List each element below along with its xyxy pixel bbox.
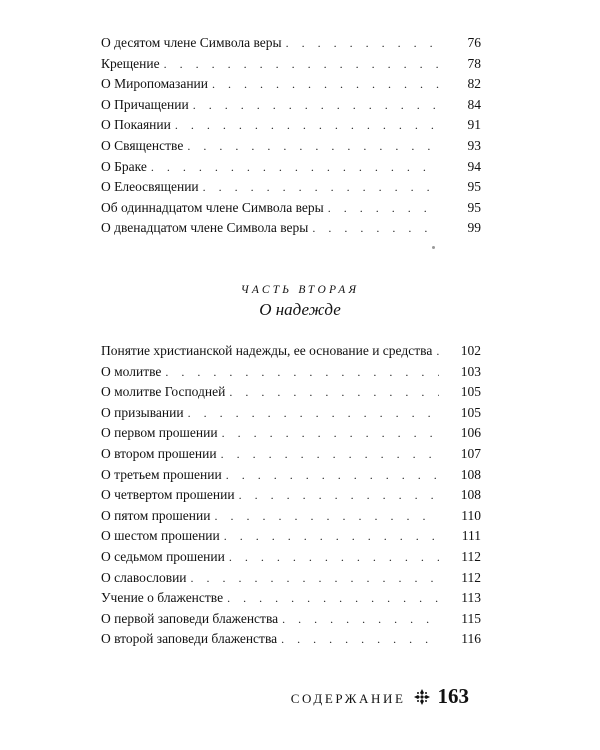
toc-entry-title: Понятие христианской надежды, ее основание и средства — [101, 343, 433, 358]
toc-entry-title: О четвертом прошении — [101, 487, 235, 503]
toc-entry-page: 93 — [467, 137, 481, 153]
toc-entry-title: Учение о блаженстве — [101, 590, 224, 606]
toc-entry-title: О второй заповеди блаженства — [101, 631, 278, 647]
part-label: ЧАСТЬ ВТОРАЯ — [240, 284, 360, 296]
toc-entry — [101, 506, 481, 527]
toc-entry — [101, 362, 481, 383]
toc-entry — [101, 382, 481, 403]
scan-speck — [432, 246, 435, 249]
fleuron-icon — [414, 689, 430, 705]
toc-entry-title: О шестом прошении — [101, 528, 220, 544]
dot-leader — [151, 157, 439, 178]
dot-leader — [164, 54, 439, 75]
toc-entry-title: О седьмом прошении — [101, 548, 225, 564]
toc-entry — [101, 588, 481, 609]
toc-entry — [101, 33, 481, 54]
toc-entry-page: 84 — [467, 96, 481, 112]
dot-leader — [175, 115, 439, 136]
dot-leader — [227, 588, 439, 609]
toc-entry-title: О славословии — [101, 569, 187, 585]
toc-entry-title: О Причащении — [101, 96, 189, 112]
toc-entry-page: 95 — [467, 179, 481, 195]
toc-entry-page: 95 — [467, 199, 481, 215]
toc-entry-page: 76 — [467, 35, 481, 50]
toc-entry-title: О третьем прошении — [101, 466, 222, 482]
dot-leader — [191, 568, 439, 589]
toc-entry-page: 94 — [467, 158, 481, 174]
toc-entry-page: 112 — [461, 569, 481, 585]
toc-entry-page: 102 — [460, 343, 481, 358]
toc-entry — [101, 157, 481, 178]
dot-leader — [212, 74, 439, 95]
dot-leader — [328, 198, 439, 219]
toc-entry-page: 91 — [467, 117, 481, 133]
toc-entry — [101, 547, 481, 568]
toc-entry-page: 82 — [467, 76, 481, 92]
toc-entry — [101, 568, 481, 589]
toc-entry-page: 110 — [461, 507, 481, 523]
toc-entry-title: О Елеосвящении — [101, 179, 199, 195]
toc-entry — [101, 74, 481, 95]
toc-entry — [101, 403, 481, 424]
toc-part2 — [101, 341, 481, 650]
toc-entry — [101, 485, 481, 506]
dot-leader — [282, 609, 439, 630]
toc-entry-title: Об одиннадцатом члене Символа веры — [101, 199, 324, 215]
dot-leader — [203, 177, 439, 198]
toc-entry — [101, 136, 481, 157]
toc-entry-page: 105 — [460, 404, 481, 420]
running-footer — [291, 684, 469, 709]
toc-entry — [101, 444, 481, 465]
dot-leader — [229, 382, 439, 403]
toc-entry-page: 99 — [467, 220, 481, 236]
toc-part1-continued — [101, 33, 481, 239]
page-number: 163 — [437, 684, 469, 708]
toc-entry-page: 115 — [461, 610, 481, 626]
toc-entry-title: О пятом прошении — [101, 507, 211, 523]
toc-entry-page: 107 — [460, 445, 481, 461]
toc-entry — [101, 177, 481, 198]
toc-entry-title: Крещение — [101, 55, 160, 71]
footer-section-label: СОДЕРЖАНИЕ — [290, 691, 406, 706]
dot-leader — [165, 362, 439, 383]
toc-entry-page: 103 — [460, 363, 481, 379]
toc-entry-title: О Покаянии — [101, 117, 171, 133]
dot-leader — [187, 136, 439, 157]
dot-leader — [226, 465, 439, 486]
toc-entry-page: 78 — [467, 55, 481, 71]
toc-entry-title: О Браке — [101, 158, 147, 174]
dot-leader — [214, 506, 439, 527]
toc-entry-title: О Миропомазании — [101, 76, 209, 92]
toc-entry-page: 108 — [460, 466, 481, 482]
toc-entry — [101, 54, 481, 75]
dot-leader — [224, 526, 439, 547]
dot-leader — [221, 444, 439, 465]
toc-entry — [101, 465, 481, 486]
toc-entry-page: 111 — [461, 528, 481, 544]
toc-entry-title: О призывании — [101, 404, 184, 420]
toc-entry — [101, 95, 481, 116]
toc-entry-page: 116 — [461, 631, 481, 647]
toc-entry-page: 105 — [460, 384, 481, 400]
dot-leader — [286, 33, 439, 54]
part-title: О надежде — [259, 300, 341, 319]
toc-entry — [101, 218, 481, 239]
toc-entry-title: О молитве — [101, 363, 162, 379]
toc-entry-title: О молитве Господней — [101, 384, 226, 400]
toc-entry-title: О втором прошении — [101, 445, 217, 461]
toc-entry — [101, 423, 481, 444]
dot-leader — [193, 95, 439, 116]
toc-entry-title: О первом прошении — [101, 425, 218, 441]
toc-entry — [101, 526, 481, 547]
dot-leader — [229, 547, 439, 568]
toc-entry — [101, 198, 481, 219]
toc-entry-title: О десятом члене Символа веры — [101, 35, 282, 50]
dot-leader — [239, 485, 439, 506]
toc-entry-title: О двенадцатом члене Символа веры — [101, 220, 309, 236]
toc-entry-title: О первой заповеди блаженства — [101, 610, 279, 626]
toc-entry-page: 108 — [460, 487, 481, 503]
dot-leader — [222, 423, 439, 444]
toc-entry — [101, 115, 481, 136]
toc-entry — [101, 609, 481, 630]
dot-leader — [188, 403, 439, 424]
toc-entry-page: 113 — [461, 590, 481, 606]
toc-entry-title: О Священстве — [101, 137, 184, 153]
dot-leader — [281, 629, 439, 650]
dot-leader — [312, 218, 439, 239]
toc-entry-page: 106 — [460, 425, 481, 441]
toc-entry — [101, 629, 481, 650]
toc-entry-page: 112 — [461, 548, 481, 564]
toc-entry — [101, 341, 481, 362]
